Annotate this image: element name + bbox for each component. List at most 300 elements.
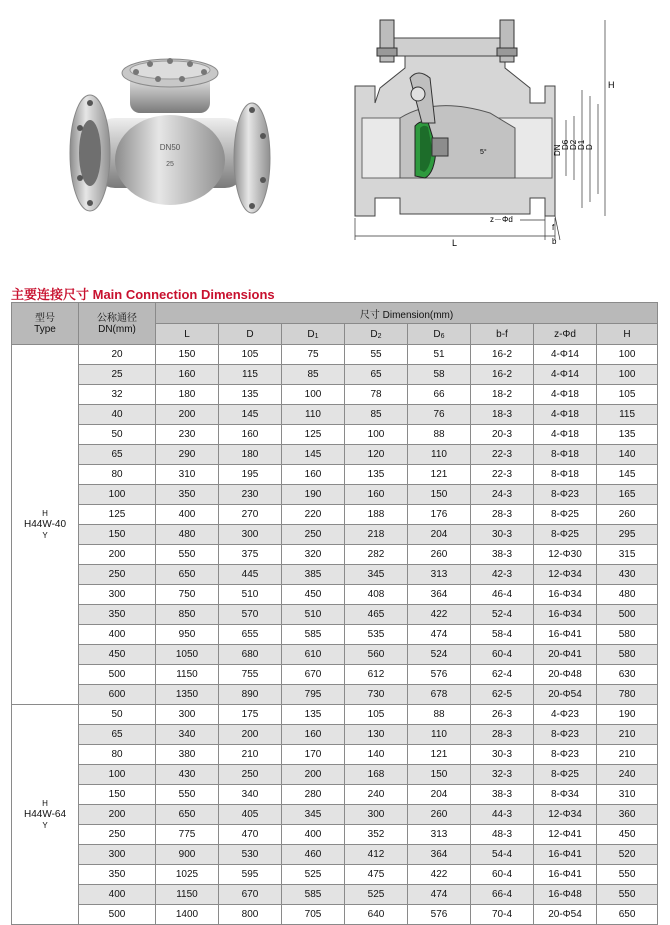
dimension-cell: 105 [345,705,408,725]
dimension-cell: 115 [597,405,658,425]
dn-cell: 65 [79,445,156,465]
dimension-cell: 445 [219,565,282,585]
table-row [12,845,658,865]
dimension-cell: 4-Φ18 [534,385,597,405]
dimension-cell: 595 [219,865,282,885]
dimension-cell: 140 [345,745,408,765]
dimension-cell: 145 [282,445,345,465]
dimension-cell: 550 [597,885,658,905]
table-row [12,725,658,745]
table-row [12,565,658,585]
dimension-cell: 240 [345,785,408,805]
table-row [12,485,658,505]
col-header-d: D [219,324,282,345]
dimension-cell: 145 [219,405,282,425]
dimension-cell: 585 [282,625,345,645]
dimension-cell: 210 [597,745,658,765]
dimension-cell: 500 [597,605,658,625]
dimension-cell: 150 [408,485,471,505]
dimension-cell: 550 [156,545,219,565]
dn-cell: 350 [79,865,156,885]
dimension-cell: 100 [345,425,408,445]
dimension-cell: 188 [345,505,408,525]
type-cell-mid: H44W-64 [23,809,67,820]
dimension-cell: 650 [597,905,658,925]
dimension-cell: 135 [282,705,345,725]
dimension-cell: 1025 [156,865,219,885]
dimension-cell: 115 [219,365,282,385]
dimension-cell: 100 [597,365,658,385]
dimension-cell: 570 [219,605,282,625]
dimension-cell: 176 [408,505,471,525]
dimension-cell: 8-Φ23 [534,745,597,765]
dimension-cell: 66-4 [471,885,534,905]
dimension-cell: 282 [345,545,408,565]
dimension-cell: 430 [156,765,219,785]
dimension-cell: 650 [156,805,219,825]
dimension-cell: 450 [597,825,658,845]
dimension-cell: 405 [219,805,282,825]
dn-cell: 300 [79,845,156,865]
dim-label-d: D [585,144,594,150]
dim-label-d2: D2 [569,139,578,150]
dimension-cell: 680 [219,645,282,665]
dimension-cell: 105 [219,345,282,365]
dimension-cell: 65 [345,365,408,385]
dimension-cell: 44-3 [471,805,534,825]
dimension-cell: 576 [408,905,471,925]
dimension-cell: 28-3 [471,725,534,745]
type-cell-bot: Y [42,531,48,540]
table-row [12,865,658,885]
dimension-cell: 195 [219,465,282,485]
dimension-cell: 58-4 [471,625,534,645]
dimension-cell: 510 [282,605,345,625]
table-row [12,445,658,465]
section-title: 主要连接尺寸 Main Connection Dimensions [11,287,275,302]
dimension-cell: 60-4 [471,645,534,665]
dn-cell: 80 [79,745,156,765]
dn-cell: 125 [79,505,156,525]
dimension-cell: 4-Φ18 [534,425,597,445]
dimension-cell: 20-3 [471,425,534,445]
dn-cell: 100 [79,765,156,785]
dn-header [79,303,156,345]
dimension-cell: 135 [597,425,658,445]
dimension-cell: 550 [597,865,658,885]
dimension-cell: 12-Φ34 [534,805,597,825]
dimension-cell: 890 [219,685,282,705]
col-header-bf: b-f [471,324,534,345]
table-row [12,605,658,625]
dimension-cell: 730 [345,685,408,705]
dn-cell: 40 [79,405,156,425]
dimension-cell: 145 [597,465,658,485]
dimension-cell: 655 [219,625,282,645]
dn-cell: 50 [79,705,156,725]
dimension-cell: 52-4 [471,605,534,625]
table-row [12,905,658,925]
type-header [12,303,79,345]
dimension-cell: 310 [156,465,219,485]
dimension-cell: 260 [408,805,471,825]
dimension-cell: 88 [408,425,471,445]
dn-cell: 32 [79,385,156,405]
dimension-cell: 16-Φ34 [534,605,597,625]
dimension-cell: 580 [597,625,658,645]
dimension-cell: 422 [408,605,471,625]
dimension-cell: 350 [156,485,219,505]
dimension-cell: 60-4 [471,865,534,885]
dim-label-b: b [552,237,557,246]
dimension-cell: 678 [408,685,471,705]
dimension-cell: 520 [597,845,658,865]
dimension-cell: 140 [597,445,658,465]
dimension-cell: 18-2 [471,385,534,405]
dimension-cell: 12-Φ30 [534,545,597,565]
dimension-cell: 16-Φ48 [534,885,597,905]
dimension-cell: 640 [345,905,408,925]
dimension-cell: 360 [597,805,658,825]
dimension-cell: 110 [408,445,471,465]
dimension-cell: 125 [282,425,345,445]
dimension-cell: 210 [597,725,658,745]
dn-cell: 150 [79,525,156,545]
type-cell [12,345,79,705]
dimension-cell: 380 [156,745,219,765]
dimension-cell: 460 [282,845,345,865]
dimension-cell: 190 [282,485,345,505]
dimension-cell: 120 [345,445,408,465]
table-row [12,785,658,805]
dimension-cell: 22-3 [471,445,534,465]
valve-photo [60,48,285,228]
dimension-cell: 16-Φ41 [534,845,597,865]
col-header-d1: $D_1$ [282,324,345,345]
dn-cell: 600 [79,685,156,705]
dimension-cell: 62-5 [471,685,534,705]
dimension-cell: 340 [219,785,282,805]
table-row [12,345,658,365]
dimension-cell: 16-Φ41 [534,865,597,885]
dimension-cell: 204 [408,525,471,545]
dimension-cell: 1150 [156,665,219,685]
dimension-cell: 110 [282,405,345,425]
dimension-cell: 250 [282,525,345,545]
dimension-cell: 8-Φ18 [534,465,597,485]
dimension-cell: 475 [345,865,408,885]
dimension-cell: 18-3 [471,405,534,425]
dimension-cell: 1150 [156,885,219,905]
dimension-cell: 22-3 [471,465,534,485]
type-cell-bot: Y [42,821,48,830]
dimension-cell: 46-4 [471,585,534,605]
dimension-cell: 364 [408,585,471,605]
dimension-cell: 250 [219,765,282,785]
dimension-cell: 670 [219,885,282,905]
dimension-cell: 16-2 [471,365,534,385]
dimension-cell: 345 [345,565,408,585]
table-row [12,625,658,645]
dn-cell: 200 [79,545,156,565]
dimension-cell: 135 [219,385,282,405]
dimension-cell: 70-4 [471,905,534,925]
table-row [12,705,658,725]
dimension-cell: 480 [597,585,658,605]
dimension-cell: 51 [408,345,471,365]
type-cell-mid: H44W-40 [23,519,67,530]
dimension-cell: 900 [156,845,219,865]
dimension-cell: 16-Φ34 [534,585,597,605]
type-header-en: Type [34,323,56,335]
dim-label-f: f [552,223,555,232]
dimension-cell: 630 [597,665,658,685]
dimension-cell: 1050 [156,645,219,665]
table-row [12,425,658,445]
dimension-table [11,302,658,925]
dimension-cell: 204 [408,785,471,805]
dimension-cell: 525 [282,865,345,885]
dimension-cell: 474 [408,625,471,645]
dimension-cell: 30-3 [471,525,534,545]
dn-cell: 450 [79,645,156,665]
dn-cell: 150 [79,785,156,805]
dimension-cell: 8-Φ23 [534,725,597,745]
dimension-cell: 524 [408,645,471,665]
dimension-cell: 795 [282,685,345,705]
dimension-cell: 220 [282,505,345,525]
dimension-cell: 4-Φ23 [534,705,597,725]
table-row [12,385,658,405]
dimension-cell: 24-3 [471,485,534,505]
dimension-cell: 610 [282,645,345,665]
dimension-cell: 470 [219,825,282,845]
dn-cell: 350 [79,605,156,625]
dimension-cell: 585 [282,885,345,905]
dn-cell: 500 [79,665,156,685]
dimension-cell: 345 [282,805,345,825]
dimension-cell: 230 [219,485,282,505]
dimension-cell: 165 [597,485,658,505]
dimension-cell: 240 [597,765,658,785]
dim-label-d1: D1 [577,139,586,150]
type-cell-top: H [42,799,48,808]
photo-body-text: 25 [166,161,174,168]
dimension-cell: 210 [219,745,282,765]
dimension-cell: 28-3 [471,505,534,525]
dn-cell: 100 [79,485,156,505]
dn-cell: 50 [79,425,156,445]
dimension-cell: 474 [408,885,471,905]
dimension-cell: 160 [219,425,282,445]
dimension-cell: 26-3 [471,705,534,725]
dimension-cell: 130 [345,725,408,745]
dn-cell: 400 [79,885,156,905]
dimension-cell: 4-Φ18 [534,405,597,425]
dimension-cell: 340 [156,725,219,745]
dn-cell: 200 [79,805,156,825]
dimension-cell: 200 [282,765,345,785]
dimension-cell: 580 [597,645,658,665]
dimension-cell: 218 [345,525,408,545]
dn-cell: 25 [79,365,156,385]
table-row [12,645,658,665]
dimension-cell: 85 [345,405,408,425]
dn-cell: 65 [79,725,156,745]
dimension-cell: 100 [597,345,658,365]
dimension-cell: 315 [597,545,658,565]
dimension-cell: 20-Φ54 [534,685,597,705]
dim-label-d6: D6 [561,139,570,150]
dimension-cell: 30-3 [471,745,534,765]
dn-cell: 20 [79,345,156,365]
dimension-cell: 170 [282,745,345,765]
dimension-cell: 352 [345,825,408,845]
dimension-cell: 66 [408,385,471,405]
dimension-cell: 160 [345,485,408,505]
dn-cell: 500 [79,905,156,925]
dimension-cell: 260 [408,545,471,565]
dimension-cell: 48-3 [471,825,534,845]
dimension-cell: 135 [345,465,408,485]
dimension-cell: 300 [345,805,408,825]
dimension-cell: 8-Φ25 [534,525,597,545]
dimension-cell: 55 [345,345,408,365]
dimension-cell: 32-3 [471,765,534,785]
dimension-cell: 62-4 [471,665,534,685]
col-header-l: L [156,324,219,345]
dimension-cell: 375 [219,545,282,565]
dimension-cell: 705 [282,905,345,925]
table-row [12,685,658,705]
dimension-cell: 200 [219,725,282,745]
dimension-cell: 412 [345,845,408,865]
photo-plate-text: DN50 [159,143,181,152]
dimension-cell: 576 [408,665,471,685]
dimension-cell: 8-Φ25 [534,505,597,525]
dimension-cell: 75 [282,345,345,365]
col-header-h: H [597,324,658,345]
dn-cell: 250 [79,825,156,845]
dimension-cell: 525 [345,885,408,905]
dimension-cell: 160 [156,365,219,385]
dimension-cell: 612 [345,665,408,685]
table-row [12,825,658,845]
table-row [12,465,658,485]
dimension-cell: 110 [408,725,471,745]
dimension-cell: 175 [219,705,282,725]
dimension-cell: 200 [156,405,219,425]
dimension-cell: 20-Φ54 [534,905,597,925]
dimension-cell: 54-4 [471,845,534,865]
dimension-cell: 510 [219,585,282,605]
dimension-cell: 260 [597,505,658,525]
dimension-cell: 408 [345,585,408,605]
col-header-d2: $D_2$ [345,324,408,345]
table-row [12,665,658,685]
dimension-cell: 12-Φ41 [534,825,597,845]
dimension-cell: 150 [156,345,219,365]
dimension-cell: 750 [156,585,219,605]
dimension-cell: 670 [282,665,345,685]
dimension-cell: 168 [345,765,408,785]
dimension-cell: 58 [408,365,471,385]
dimension-cell: 88 [408,705,471,725]
table-row [12,765,658,785]
dimension-cell: 313 [408,565,471,585]
dimension-cell: 300 [156,705,219,725]
table-row [12,365,658,385]
dimension-cell: 100 [282,385,345,405]
dimension-cell: 385 [282,565,345,585]
dimension-cell: 650 [156,565,219,585]
dimension-cell: 20-Φ48 [534,665,597,685]
dimension-cell: 780 [597,685,658,705]
dimension-cell: 320 [282,545,345,565]
dn-cell: 250 [79,565,156,585]
dimension-cell: 400 [282,825,345,845]
dimension-cell: 1350 [156,685,219,705]
dimension-cell: 270 [219,505,282,525]
table-row [12,525,658,545]
dn-header-cn: 公称通径 [97,312,137,324]
dim-label-dn: DN [553,144,562,156]
dimension-cell: 230 [156,425,219,445]
dn-cell: 80 [79,465,156,485]
dn-cell: 400 [79,625,156,645]
table-row [12,745,658,765]
dimension-cell: 422 [408,865,471,885]
table-row [12,405,658,425]
dimension-cell: 280 [282,785,345,805]
dimension-cell: 8-Φ23 [534,485,597,505]
dimension-cell: 78 [345,385,408,405]
dimension-cell: 450 [282,585,345,605]
dimension-cell: 950 [156,625,219,645]
dimension-cell: 310 [597,785,658,805]
dimension-cell: 85 [282,365,345,385]
dimension-cell: 480 [156,525,219,545]
dn-cell: 300 [79,585,156,605]
dimension-cell: 535 [345,625,408,645]
dimension-cell: 121 [408,465,471,485]
dimension-cell: 755 [219,665,282,685]
dimension-cell: 775 [156,825,219,845]
dimension-cell: 295 [597,525,658,545]
dimension-cell: 8-Φ34 [534,785,597,805]
dimension-cell: 38-3 [471,545,534,565]
dimension-cell: 300 [219,525,282,545]
dimension-cell: 8-Φ18 [534,445,597,465]
table-row [12,805,658,825]
type-cell-top: H [42,509,48,518]
dimension-cell: 160 [282,465,345,485]
dn-header-en: DN(mm) [98,323,136,335]
dimension-cell: 465 [345,605,408,625]
dimension-cell: 121 [408,745,471,765]
table-row [12,885,658,905]
dimension-cell: 20-Φ41 [534,645,597,665]
dimension-cell: 42-3 [471,565,534,585]
dimension-cell: 12-Φ34 [534,565,597,585]
col-header-zd: z-Φd [534,324,597,345]
dimension-cell: 4-Φ14 [534,345,597,365]
dimension-cell: 313 [408,825,471,845]
dimension-cell: 150 [408,765,471,785]
dimension-cell: 190 [597,705,658,725]
dimension-cell: 76 [408,405,471,425]
dimension-cell: 430 [597,565,658,585]
